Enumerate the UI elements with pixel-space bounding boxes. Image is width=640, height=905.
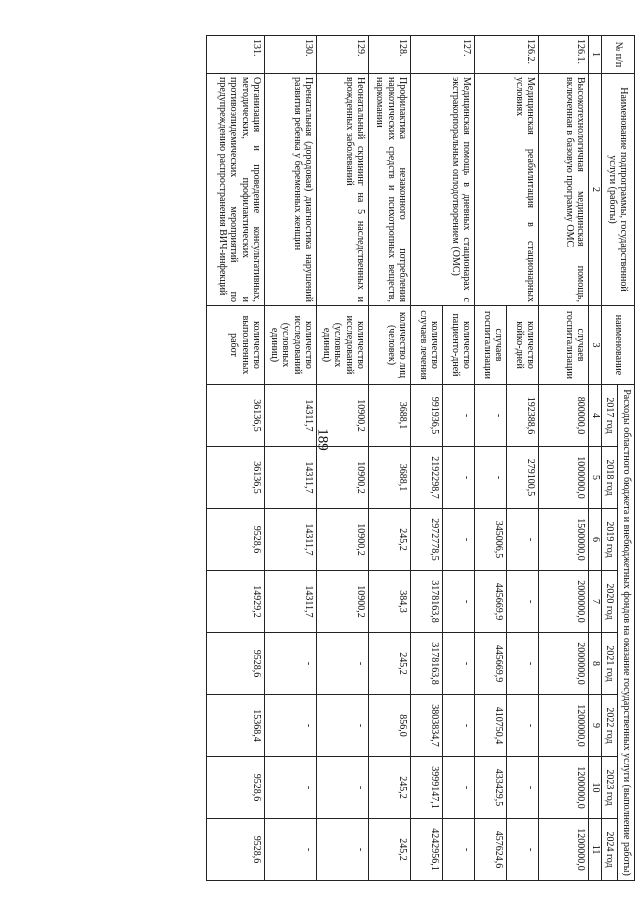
value-cell: 14311,7 bbox=[265, 571, 317, 633]
row-unit: количество исследований (условных единиц) bbox=[317, 306, 369, 385]
value-cell: - bbox=[443, 633, 475, 695]
value-cell: 4242956,1 bbox=[411, 819, 443, 881]
value-cell: 279100,5 bbox=[507, 447, 539, 509]
table-row bbox=[443, 36, 475, 881]
header-name: Наименование подпрограммы, государственной услуги (работы) bbox=[602, 74, 635, 306]
row-unit: случаев госпитализации bbox=[475, 306, 507, 385]
row-number: 130. bbox=[265, 36, 317, 74]
value-cell: - bbox=[443, 757, 475, 819]
value-cell: 245,2 bbox=[369, 633, 411, 695]
value-cell: - bbox=[317, 695, 369, 757]
row-name: Пренатальная (дородовая) диагностика нарушений развития ребенка у беременных женщин bbox=[265, 74, 317, 306]
row-unit: количество случаев лечения bbox=[411, 306, 443, 385]
value-cell: 14929,2 bbox=[207, 571, 265, 633]
column-index: 1 bbox=[589, 36, 602, 74]
row-name: Медицинская помощь в дневных стационарах с экстракорпоральным оплодотворением (ОМС) bbox=[411, 74, 475, 306]
row-unit: количество лиц (человек) bbox=[369, 306, 411, 385]
page-number: 189 bbox=[314, 428, 331, 451]
header-year: 2023 год bbox=[602, 757, 619, 819]
column-index: 4 bbox=[589, 385, 602, 447]
value-cell: 457624,6 bbox=[475, 819, 507, 881]
column-index: 6 bbox=[589, 509, 602, 571]
value-cell: - bbox=[443, 385, 475, 447]
value-cell: 3178163,8 bbox=[411, 633, 443, 695]
header-year: 2022 год bbox=[602, 695, 619, 757]
value-cell: 3688,1 bbox=[369, 385, 411, 447]
row-unit: количество пациенто-дней bbox=[443, 306, 475, 385]
value-cell: 36136,5 bbox=[207, 385, 265, 447]
value-cell: 14311,7 bbox=[265, 509, 317, 571]
row-name: Неонатальный скрининг на 5 наследственных и врожденных заболеваний bbox=[317, 74, 369, 306]
column-index: 10 bbox=[589, 757, 602, 819]
header-number: № п/п bbox=[602, 36, 635, 74]
table-row bbox=[539, 36, 589, 881]
value-cell: - bbox=[265, 695, 317, 757]
value-cell: - bbox=[317, 819, 369, 881]
row-name: Медицинская реабилитация в стационарных условиях bbox=[475, 74, 539, 306]
value-cell: 9528,6 bbox=[207, 633, 265, 695]
value-cell: 384,3 bbox=[369, 571, 411, 633]
value-cell: 3688,1 bbox=[369, 447, 411, 509]
column-index: 2 bbox=[589, 74, 602, 306]
value-cell: 3999147,1 bbox=[411, 757, 443, 819]
column-index: 7 bbox=[589, 571, 602, 633]
value-cell: 9528,6 bbox=[207, 509, 265, 571]
table-row bbox=[369, 36, 411, 881]
value-cell: 1500000,0 bbox=[539, 509, 589, 571]
table-row bbox=[317, 36, 369, 881]
value-cell: 345006,5 bbox=[475, 509, 507, 571]
column-index: 5 bbox=[589, 447, 602, 509]
value-cell: - bbox=[265, 757, 317, 819]
rotated-table-container bbox=[160, 35, 635, 880]
value-cell: 433429,5 bbox=[475, 757, 507, 819]
value-cell: 9528,6 bbox=[207, 819, 265, 881]
value-cell: - bbox=[443, 447, 475, 509]
row-unit: количество койко-дней bbox=[507, 306, 539, 385]
value-cell: - bbox=[507, 633, 539, 695]
value-cell: 445669,9 bbox=[475, 633, 507, 695]
value-cell: 1200000,0 bbox=[539, 695, 589, 757]
value-cell: - bbox=[475, 447, 507, 509]
value-cell: - bbox=[507, 695, 539, 757]
header-year: 2021 год bbox=[602, 633, 619, 695]
expenses-table bbox=[207, 35, 636, 881]
table-row bbox=[507, 36, 539, 881]
value-cell: - bbox=[443, 571, 475, 633]
value-cell: 15368,4 bbox=[207, 695, 265, 757]
value-cell: - bbox=[265, 633, 317, 695]
value-cell: - bbox=[443, 695, 475, 757]
value-cell: 991936,5 bbox=[411, 385, 443, 447]
value-cell: - bbox=[443, 509, 475, 571]
value-cell: 36136,5 bbox=[207, 447, 265, 509]
value-cell: - bbox=[507, 819, 539, 881]
header-indicator: наименование bbox=[602, 306, 635, 385]
value-cell: 10900,2 bbox=[317, 385, 369, 447]
value-cell: - bbox=[317, 757, 369, 819]
value-cell: 14311,7 bbox=[265, 447, 317, 509]
value-cell: 2000000,0 bbox=[539, 571, 589, 633]
row-number: 126.1. bbox=[539, 36, 589, 74]
row-number: 131. bbox=[207, 36, 265, 74]
value-cell: - bbox=[507, 571, 539, 633]
header-year: 2019 год bbox=[602, 509, 619, 571]
value-cell: 192388,6 bbox=[507, 385, 539, 447]
row-number: 128. bbox=[369, 36, 411, 74]
column-index: 8 bbox=[589, 633, 602, 695]
value-cell: 3803834,7 bbox=[411, 695, 443, 757]
header-year: 2017 год bbox=[602, 385, 619, 447]
value-cell: 1000000,0 bbox=[539, 447, 589, 509]
value-cell: - bbox=[475, 385, 507, 447]
row-number: 127. bbox=[411, 36, 475, 74]
table-row bbox=[207, 36, 265, 881]
row-unit: количество исследований (условных единиц) bbox=[265, 306, 317, 385]
value-cell: 245,2 bbox=[369, 819, 411, 881]
header-year: 2020 год bbox=[602, 571, 619, 633]
value-cell: 10900,2 bbox=[317, 509, 369, 571]
header-year: 2018 год bbox=[602, 447, 619, 509]
table-row bbox=[265, 36, 317, 881]
column-index: 3 bbox=[589, 306, 602, 385]
value-cell: 2000000,0 bbox=[539, 633, 589, 695]
value-cell: 1200000,0 bbox=[539, 757, 589, 819]
value-cell: 410750,4 bbox=[475, 695, 507, 757]
column-index: 11 bbox=[589, 819, 602, 881]
value-cell: 856,0 bbox=[369, 695, 411, 757]
header-expenses: Расходы областного бюджета и внебюджетных фондов на оказание государственных услуги (выполнение работы) bbox=[618, 385, 635, 881]
value-cell: 2972778,5 bbox=[411, 509, 443, 571]
value-cell: - bbox=[443, 819, 475, 881]
value-cell: 10900,2 bbox=[317, 447, 369, 509]
column-index: 9 bbox=[589, 695, 602, 757]
value-cell: 14311,7 bbox=[265, 385, 317, 447]
header-year: 2024 год bbox=[602, 819, 619, 881]
value-cell: 2192298,7 bbox=[411, 447, 443, 509]
value-cell: 245,2 bbox=[369, 757, 411, 819]
row-name: Высокотехнологичная медицинская помощь, включенная в базовую программу ОМС bbox=[539, 74, 589, 306]
value-cell: - bbox=[507, 509, 539, 571]
value-cell: 10900,2 bbox=[317, 571, 369, 633]
value-cell: 445669,9 bbox=[475, 571, 507, 633]
value-cell: 9528,6 bbox=[207, 757, 265, 819]
row-name: Организация и проведение консультативных, методических, профилактических и противоэпидемических мероприятий по предупреждению распространения ВИЧ-инфекций bbox=[207, 74, 265, 306]
value-cell: - bbox=[317, 633, 369, 695]
row-number: 126.2. bbox=[475, 36, 539, 74]
value-cell: 245,2 bbox=[369, 509, 411, 571]
row-name: Профилактика незаконного потребления наркотических средств и психотропных веществ, наркомании bbox=[369, 74, 411, 306]
value-cell: 3178163,8 bbox=[411, 571, 443, 633]
value-cell: 1200000,0 bbox=[539, 819, 589, 881]
value-cell: - bbox=[265, 819, 317, 881]
row-unit: случаев госпитализации bbox=[539, 306, 589, 385]
row-unit: количество выполненных работ bbox=[207, 306, 265, 385]
row-number: 129. bbox=[317, 36, 369, 74]
value-cell: - bbox=[507, 757, 539, 819]
value-cell: 800000,0 bbox=[539, 385, 589, 447]
